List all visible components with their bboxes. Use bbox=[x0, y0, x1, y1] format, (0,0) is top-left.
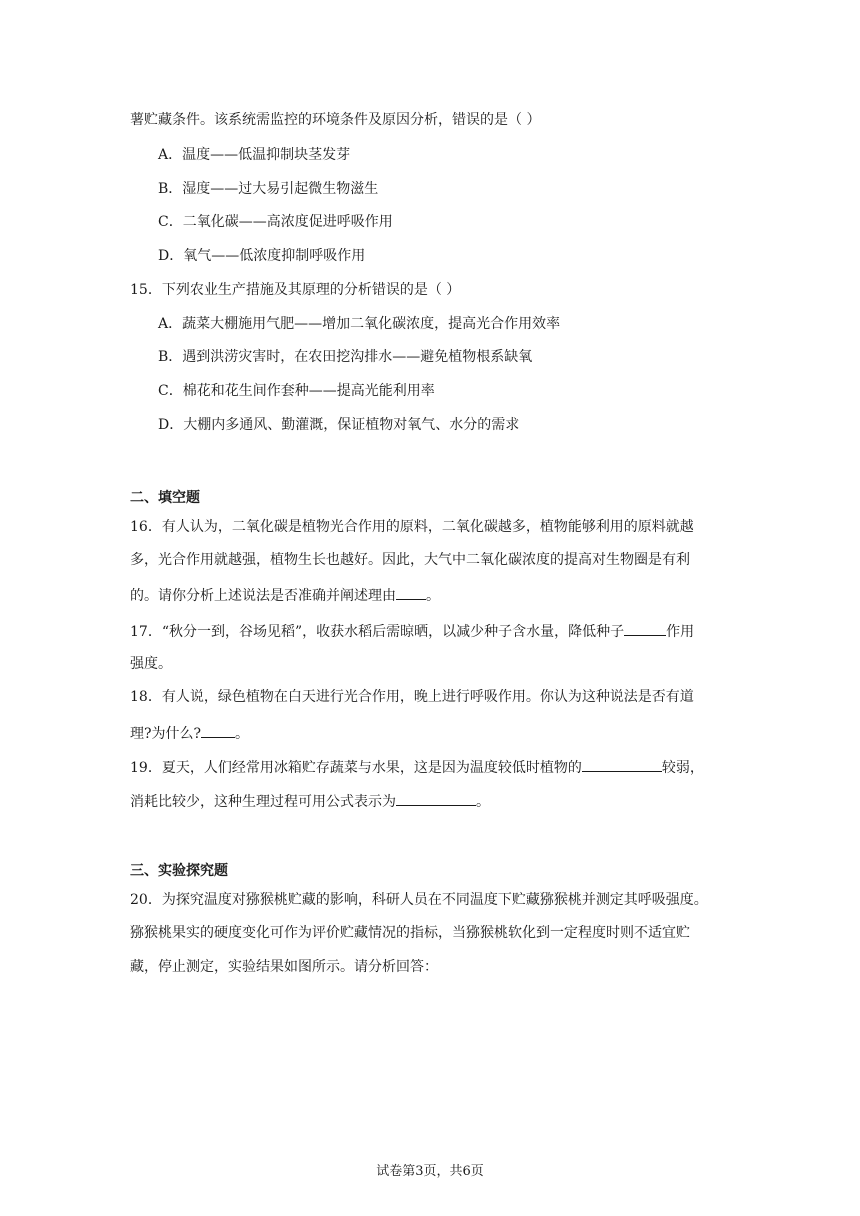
q14-option-d: D．氧气——低浓度抑制呼吸作用 bbox=[158, 248, 366, 264]
q19-line-1-text: 19．夏天，人们经常用冰箱贮存蔬菜与水果，这是因为温度较低时植物的 bbox=[130, 760, 582, 776]
q18-line-2-end: 。 bbox=[235, 726, 250, 742]
q15-option-a: A．蔬菜大棚施用气肥——增加二氧化碳浓度，提高光合作用效率 bbox=[158, 316, 561, 332]
q18-line-1: 18．有人说，绿色植物在白天进行光合作用，晚上进行呼吸作用。你认为这种说法是否有道 bbox=[130, 689, 694, 705]
q19-line-1-end: 较弱， bbox=[661, 760, 704, 776]
q16-line-2: 多，光合作用就越强，植物生长也越好。因此，大气中二氧化碳浓度的提高对生物圈是有利 bbox=[130, 552, 690, 568]
q15-option-b: B．遇到洪涝灾害时，在农田挖沟排水——避免植物根系缺氧 bbox=[158, 349, 533, 365]
q16-answer-blank[interactable] bbox=[396, 584, 426, 600]
q19-line-2-end: 。 bbox=[476, 794, 490, 810]
page-footer: 试卷第3页，共6页 bbox=[376, 1164, 484, 1179]
q16-line-3 bbox=[130, 584, 440, 606]
q15-option-d: D．大棚内多通风、勤灌溉，保证植物对氧气、水分的需求 bbox=[158, 417, 520, 433]
q17-line-1-text: 17．“秋分一到，谷场见稻”，收获水稻后需晾晒，以减少种子含水量，降低种子 bbox=[130, 624, 625, 640]
section-2-heading: 二、填空题 bbox=[130, 490, 200, 506]
q17-line-1 bbox=[130, 620, 694, 642]
q14-option-a: A．温度——低温抑制块茎发芽 bbox=[158, 147, 351, 163]
q15-stem: 15．下列农业生产措施及其原理的分析错误的是（ ） bbox=[130, 282, 461, 298]
q18-answer-blank[interactable] bbox=[201, 722, 235, 738]
q20-line-1: 20．为探究温度对猕猴桃贮藏的影响，科研人员在不同温度下贮藏猕猴桃并测定其呼吸强度。 bbox=[130, 892, 708, 908]
q15-option-c: C．棉花和花生间作套种——提高光能利用率 bbox=[158, 383, 435, 399]
q16-line-3-end: 。 bbox=[426, 588, 440, 604]
q19-line-1 bbox=[130, 756, 704, 778]
q19-answer-blank-1[interactable] bbox=[582, 756, 662, 772]
q17-answer-blank[interactable] bbox=[624, 620, 666, 636]
q19-line-2 bbox=[130, 790, 490, 812]
q18-line-2 bbox=[130, 722, 249, 744]
q18-line-2-text: 理?为什么? bbox=[130, 726, 202, 742]
q14-stem-continued: 薯贮藏条件。该系统需监控的环境条件及原因分析，错误的是（ ） bbox=[130, 112, 541, 128]
q16-line-3-text: 的。请你分析上述说法是否准确并阐述理由 bbox=[130, 588, 396, 604]
q14-option-c: C．二氧化碳——高浓度促进呼吸作用 bbox=[158, 214, 393, 230]
q20-line-3: 藏，停止测定，实验结果如图所示。请分析回答： bbox=[130, 959, 438, 975]
q17-line-2: 强度。 bbox=[130, 656, 172, 672]
q20-line-2: 猕猴桃果实的硬度变化可作为评价贮藏情况的指标，当猕猴桃软化到一定程度时则不适宜贮 bbox=[130, 925, 690, 941]
section-3-heading: 三、实验探究题 bbox=[130, 863, 228, 879]
q19-line-2-text: 消耗比较少，这种生理过程可用公式表示为 bbox=[130, 794, 396, 810]
q17-line-1-end: 作用 bbox=[666, 624, 695, 640]
q19-answer-blank-2[interactable] bbox=[396, 790, 476, 806]
q16-line-1: 16．有人认为，二氧化碳是植物光合作用的原料，二氧化碳越多，植物能够利用的原料就越 bbox=[130, 519, 694, 535]
q14-option-b: B．湿度——过大易引起微生物滋生 bbox=[158, 181, 379, 197]
